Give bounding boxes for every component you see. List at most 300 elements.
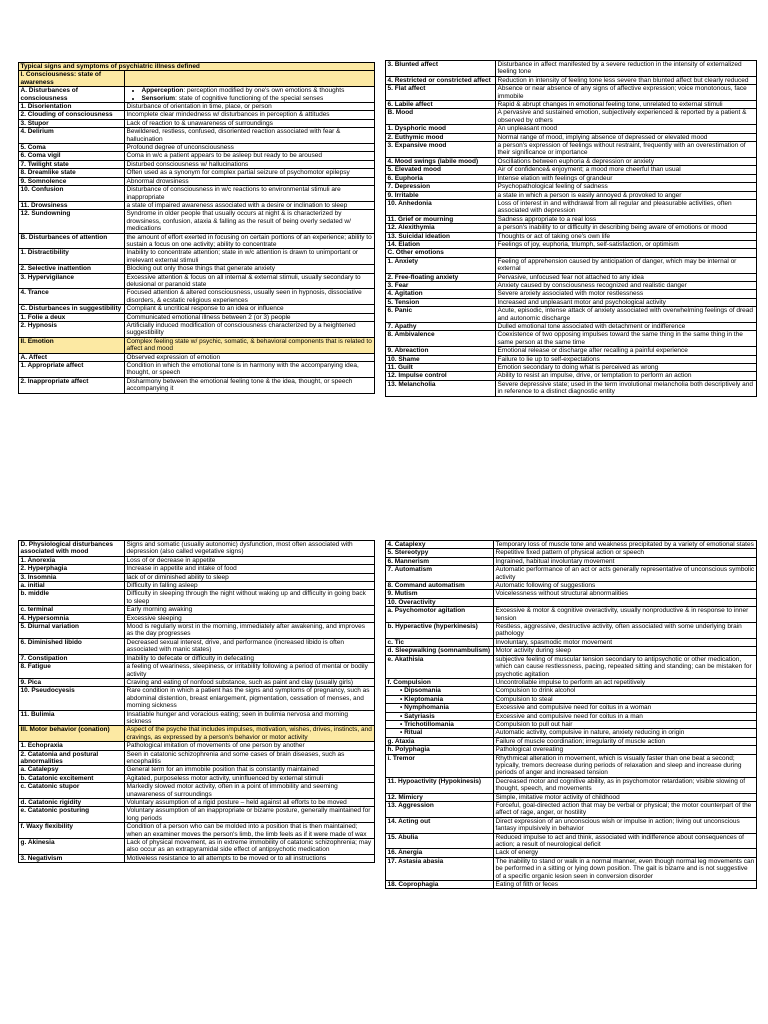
term-cell: e. Akathisia	[386, 655, 494, 678]
table-row	[386, 249, 757, 257]
definition-cell: A pervasive and sustained emotion, subjectively experienced & reported by a patient & observed by others	[496, 109, 757, 125]
table-row	[386, 720, 757, 728]
term-cell: 10. Pseudocyesis	[19, 687, 125, 710]
definition-cell: Decreased sexual interest, drive, and performance (increased libido is often associated with manic states)	[125, 638, 375, 654]
term-cell: i. Tremor	[386, 754, 494, 777]
definition-cell: Reduced impulse to act and think, associated with indifference about consequences of action; a result of neurological deficit	[494, 833, 757, 849]
definition-cell: Compulsion to drink alcohol	[494, 687, 757, 695]
definition-cell: Excessive and compulsive need for coitus in a woman	[494, 704, 757, 712]
term-cell: 6. Mannerism	[386, 557, 494, 565]
definition-cell: The inability to stand or walk in a normal manner, even though normal leg movements can be performed in a sitting or lying down position. The gait is bizarre and is not suggestive of a specific organic lesion seen in conversion disorder	[494, 857, 757, 880]
table-row	[386, 549, 757, 557]
table-row	[19, 201, 375, 209]
table-row	[19, 541, 375, 557]
definition-cell: Inability to defecate or difficulty in defecating	[125, 654, 375, 662]
table-row	[386, 678, 757, 686]
term-cell: 15. Abulia	[386, 833, 494, 849]
table-row	[386, 712, 757, 720]
sensorium-text: : state of cognitive functioning of the special senses	[175, 94, 324, 102]
table-row	[386, 109, 757, 125]
definition-cell: Disturbance of orientation in time, place, or person	[125, 103, 375, 111]
table-row	[386, 281, 757, 289]
table-row	[19, 839, 375, 855]
table-row	[386, 541, 757, 549]
term-cell: Typical signs and symptoms of psychiatric illness defined	[19, 63, 375, 71]
term-cell: 1. Appropriate affect	[19, 362, 125, 378]
definition-cell: Inability to concentrate attention; state in w/c attention is drawn to unimportant or irrelevant external stimuli	[125, 249, 375, 265]
term-cell: 1. Anxiety	[386, 257, 496, 273]
definition-cell: Ability to resist an impulse, drive, or temptation to perform an action	[496, 372, 757, 380]
term-cell: 4. Restricted or constricted affect	[386, 76, 496, 84]
term-cell: 5. Diurnal variation	[19, 623, 125, 639]
term-cell: 4. Mood swings (labile mood)	[386, 157, 496, 165]
table-row	[19, 710, 375, 726]
term-cell: 4. Trance	[19, 289, 125, 305]
table-row	[19, 322, 375, 338]
term-cell: 3. Blunted affect	[386, 61, 496, 77]
table-row	[386, 125, 757, 133]
term-cell: 7. Twilight state	[19, 160, 125, 168]
definition-cell: Acute, episodic, intense attack of anxiety associated with overwhelming feelings of dread and autonomic discharge	[496, 307, 757, 323]
table-row	[19, 750, 375, 766]
table-row	[19, 313, 375, 321]
term-cell: C. Other emotions	[386, 249, 496, 257]
definition-cell: the amount of effort exerted in focusing on certain portions of an experience; ability to sustain a focus on one activity; ability to concentrate	[125, 233, 375, 249]
definition-cell: Compulsion to steal	[494, 695, 757, 703]
term-cell: 4. Cataplexy	[386, 541, 494, 549]
term-cell: 2. Catatonia and postural abnormalities	[19, 750, 125, 766]
table-row	[386, 257, 757, 273]
table-row	[386, 729, 757, 737]
definition-cell: Incomplete clear mindedness w/ disturbances in perception & attitudes	[125, 111, 375, 119]
table-row	[19, 160, 375, 168]
definition-cell: Automatic following of suggestions	[494, 582, 757, 590]
term-cell: c. Catatonic stupor	[19, 783, 125, 799]
table-row	[19, 823, 375, 839]
definition-cell: Rapid & abrupt changes in emotional feeling tone, unrelated to external stimuli	[496, 101, 757, 109]
definition-cell: Air of confidence& enjoyment; a mood more cheerful than usual	[496, 166, 757, 174]
term-cell: 7. Depression	[386, 183, 496, 191]
term-cell: a. Catalepsy	[19, 766, 125, 774]
table-row	[19, 210, 375, 233]
definition-cell: Difficulty in falling asleep	[125, 582, 375, 590]
definition-cell: Absence or near absence of any signs of affective expression; voice monotonous, face immobile	[496, 85, 757, 101]
term-cell: 3. Negativism	[19, 854, 125, 862]
definition-cell: Increased and unpleasant motor and psychological activity	[496, 298, 757, 306]
table-row	[386, 754, 757, 777]
term-cell: 9. Mutism	[386, 590, 494, 598]
term-cell: g. Akinesia	[19, 839, 125, 855]
table-row	[19, 854, 375, 862]
definition-cell: Forceful, goal-directed action that may be verbal or physical; the motor counterpart of the affect of rage, anger, or hostility	[494, 802, 757, 818]
table-row	[19, 687, 375, 710]
definition-cell	[125, 71, 375, 87]
term-cell: 1. Anorexia	[19, 556, 125, 564]
term-cell: 13. Suicidal ideation	[386, 232, 496, 240]
table-row	[386, 372, 757, 380]
term-cell: c. Tic	[386, 638, 494, 646]
definition-cell: Uncontrollable impulse to perform an act repetitively	[494, 678, 757, 686]
table-row	[386, 704, 757, 712]
table-row	[19, 377, 375, 393]
definition-cell: Voluntary assumption of a rigid posture – held against all efforts to be moved	[125, 799, 375, 807]
definition-cell: Voicelessness without structural abnormalities	[494, 590, 757, 598]
table-row	[19, 152, 375, 160]
term-cell: 7. Constipation	[19, 654, 125, 662]
definition-cell: Coexistence of two opposing impulses toward the same thing in the same thing in the same person at the same time	[496, 331, 757, 347]
term-cell: 14. Elation	[386, 240, 496, 248]
table-row	[386, 857, 757, 880]
definition-cell: An unpleasant mood	[496, 125, 757, 133]
definition-cell: Direct expression of an unconscious wish or impulse in action; living out unconscious fantasy impulsively in behavior	[494, 817, 757, 833]
table-row	[386, 199, 757, 215]
table-row	[19, 565, 375, 573]
definition-cell: Oscillations between euphoria & depression or anxiety	[496, 157, 757, 165]
definition-cell: Feeling of apprehension caused by anticipation of danger, which may be internal or external	[496, 257, 757, 273]
table-row	[386, 142, 757, 158]
table-row	[19, 742, 375, 750]
table-row	[19, 63, 375, 71]
definition-cell: Communicated emotional illness between 2 (or 3) people	[125, 313, 375, 321]
table-row	[386, 298, 757, 306]
table-row	[386, 191, 757, 199]
definition-cell: a state of impaired awareness associated with a desire or inclination to sleep	[125, 201, 375, 209]
table-row	[386, 290, 757, 298]
definition-cell: Automatic performance of an act or acts generally representative of unconscious symbolic activity	[494, 566, 757, 582]
table-row	[386, 638, 757, 646]
term-cell: 3. Stupor	[19, 119, 125, 127]
term-cell: 11. Hypoactivity (Hypokinesis)	[386, 777, 494, 793]
term-cell: 5. Flat affect	[386, 85, 496, 101]
apperception-term: Apperception	[141, 87, 184, 95]
definition-cell: Abnormal drowsiness	[125, 177, 375, 185]
term-cell: 14. Acting out	[386, 817, 494, 833]
table-row	[386, 364, 757, 372]
definition-cell: Disturbed consciousness w/ hallucinations	[125, 160, 375, 168]
definition-cell: Lack of reaction to & unawareness of surroundings	[125, 119, 375, 127]
term-cell: g. Ataxia	[386, 737, 494, 745]
term-cell: 11. Guilt	[386, 364, 496, 372]
table-row	[19, 726, 375, 742]
definition-cell: Disharmony between the emotional feeling tone & the idea, thought, or speech accompanying it	[125, 377, 375, 393]
term-cell: 2. Euthymic mood	[386, 133, 496, 141]
definition-cell: a person's expression of feelings without restraint, frequently with an overestimation of their significance or importance	[496, 142, 757, 158]
term-cell: II. Emotion	[19, 337, 125, 353]
table-row	[386, 355, 757, 363]
table-row	[19, 289, 375, 305]
definition-cell: Dulled emotional tone associated with detachment or indifference	[496, 323, 757, 331]
panel-motor-behavior	[385, 540, 757, 889]
term-cell: 12. Impulse control	[386, 372, 496, 380]
definition-cell: Restless, aggressive, destructive activity, often associated with some underlying brain pathology	[494, 623, 757, 639]
table-row	[19, 177, 375, 185]
table-row	[386, 232, 757, 240]
term-cell: 4. Hypersomnia	[19, 614, 125, 622]
definitions-table	[18, 540, 375, 863]
table-row	[19, 654, 375, 662]
apperception-item	[142, 87, 373, 94]
table-row	[386, 737, 757, 745]
definition-cell: Simple, imitative motor activity of childhood	[494, 793, 757, 801]
term-cell: 9. Abreaction	[386, 347, 496, 355]
term-cell: 10. Anhedonia	[386, 199, 496, 215]
table-row	[19, 362, 375, 378]
definition-cell: Pathological imitation of movements of one person by another	[125, 742, 375, 750]
table-row	[19, 119, 375, 127]
definition-cell: Intense elation with feelings of grandeur	[496, 174, 757, 182]
term-cell: 1. Echopraxia	[19, 742, 125, 750]
definition-cell: Compliant & uncritical response to an idea or influence	[125, 305, 375, 313]
table-row	[386, 687, 757, 695]
table-row	[386, 380, 757, 396]
definitions-table	[18, 62, 375, 394]
definitions-table	[385, 60, 757, 397]
definition-cell: Profound degree of unconsciousness	[125, 144, 375, 152]
term-cell: C. Disturbances in suggestibility	[19, 305, 125, 313]
term-cell: 1. Dysphoric mood	[386, 125, 496, 133]
term-cell: 18. Coprophagia	[386, 881, 494, 889]
table-row	[19, 249, 375, 265]
term-cell: 2. Free-floating anxiety	[386, 273, 496, 281]
table-row	[386, 347, 757, 355]
table-row	[386, 215, 757, 223]
definition-cell: Loss of or decrease in appetite	[125, 556, 375, 564]
term-cell: • Dipsomania	[386, 687, 494, 695]
term-cell: d. Catatonic rigidity	[19, 799, 125, 807]
table-row	[386, 607, 757, 623]
table-row	[19, 128, 375, 144]
definition-cell: Artificially induced modification of consciousness characterized by a heightened suggestibility	[125, 322, 375, 338]
term-cell: 6. Diminished libido	[19, 638, 125, 654]
term-cell: A. Disturbances of consciousness	[19, 87, 125, 103]
term-cell: 6. Labile affect	[386, 101, 496, 109]
term-cell: B. Disturbances of attention	[19, 233, 125, 249]
term-cell: 9. Irritable	[386, 191, 496, 199]
table-row	[19, 623, 375, 639]
table-row	[19, 807, 375, 823]
definition-cell: Excessive sleeping	[125, 614, 375, 622]
definition-cell: Reduction in intensity of feeling tone less severe than blunted affect but clearly reduced	[496, 76, 757, 84]
definition-cell: Severe anxiety associated with motor restlessness	[496, 290, 757, 298]
definition-cell: Repetitive fixed pattern of physical action or speech	[494, 549, 757, 557]
table-row	[19, 353, 375, 361]
table-row	[386, 833, 757, 849]
table-row	[386, 623, 757, 639]
table-row	[19, 186, 375, 202]
term-cell: 8. Dreamlike state	[19, 169, 125, 177]
table-row	[386, 85, 757, 101]
definition-cell: Excessive & motor & cognitive overactivity, usually nonproductive & in response to inner tension	[494, 607, 757, 623]
term-cell: 13. Melancholia	[386, 380, 496, 396]
term-cell: B. Mood	[386, 109, 496, 125]
term-cell: 17. Astasia abasia	[386, 857, 494, 880]
table-row	[386, 566, 757, 582]
definition-cell: Coma in w/c a patient appears to be asleep but ready to be aroused	[125, 152, 375, 160]
table-row	[19, 144, 375, 152]
term-cell: f. Waxy flexibility	[19, 823, 125, 839]
table-row	[19, 766, 375, 774]
table-row	[386, 746, 757, 754]
definition-cell: subjective feeling of muscular tension secondary to antipsychotic or other medication, which can cause restlessness, pacing, repeated sitting and standing; can be mistaken for psychotic agitation	[494, 655, 757, 678]
table-row	[19, 606, 375, 614]
term-cell: 8. Fatigue	[19, 663, 125, 679]
term-cell: 5. Tension	[386, 298, 496, 306]
definition-cell: Loss of interest in and withdrawal from all regular and pleasurable activities, often associated with depression	[496, 199, 757, 215]
term-cell: 2. Selective inattention	[19, 265, 125, 273]
term-cell: b. middle	[19, 590, 125, 606]
table-row	[386, 881, 757, 889]
definition-cell	[125, 87, 375, 103]
term-cell: 6. Euphoria	[386, 174, 496, 182]
table-row	[386, 174, 757, 182]
definition-cell: Craving and eating of nonfood substance, such as paint and clay (usually girls)	[125, 678, 375, 686]
table-row	[386, 590, 757, 598]
definition-cell: Condition of a person who can be molded into a position that is then maintained; when an examiner moves the person's limb, the limb feels as if it were made of wax	[125, 823, 375, 839]
table-row	[386, 331, 757, 347]
definition-cell: Rhythmical alteration in movement, which is visually faster than one beat a second; typically, tremors decrease during periods of relaxation and sleep and increase during periods of anger and increased tension	[494, 754, 757, 777]
table-row	[386, 582, 757, 590]
definition-cell: Eating of filth or feces	[494, 881, 757, 889]
table-row	[386, 557, 757, 565]
definition-cell: Feelings of joy, euphoria, triumph, self-satisfaction, or optimism	[496, 240, 757, 248]
definition-cell: Blocking out only those things that generate anxiety	[125, 265, 375, 273]
term-cell: 7. Apathy	[386, 323, 496, 331]
table-row	[386, 695, 757, 703]
term-cell: 10. Shame	[386, 355, 496, 363]
term-cell: • Kleptomania	[386, 695, 494, 703]
definition-cell: Normal range of mood, implying absence of depressed or elevated mood	[496, 133, 757, 141]
term-cell: 2. Hyperphagia	[19, 565, 125, 573]
definition-cell: Pervasive, unfocused fear not attached to any idea	[496, 273, 757, 281]
definition-cell: Seen in catatonic schizophrenia and some cases of brain diseases, such as encephalitis	[125, 750, 375, 766]
definition-cell	[494, 598, 757, 606]
term-cell: 11. Bulimia	[19, 710, 125, 726]
term-cell: 1. Disorientation	[19, 103, 125, 111]
table-row	[386, 76, 757, 84]
definition-cell: Emotion secondary to doing what is perceived as wrong	[496, 364, 757, 372]
table-row	[386, 598, 757, 606]
definition-cell: a person's inability to or difficulty in describing being aware of emotions or mood	[496, 224, 757, 232]
term-cell: 6. Coma vigil	[19, 152, 125, 160]
table-row	[19, 71, 375, 87]
definition-cell: Difficulty in sleeping through the night without waking up and difficulty in going back to sleep	[125, 590, 375, 606]
definition-cell: Anxiety caused by consciousness recognized and realistic danger	[496, 281, 757, 289]
table-row	[386, 777, 757, 793]
definition-cell: Focused attention & altered consciousness, usually seen in hypnosis, dissociative disorders, & ecstatic religious experiences	[125, 289, 375, 305]
table-row	[386, 133, 757, 141]
definition-cell: Motor activity during sleep	[494, 647, 757, 655]
table-row	[386, 61, 757, 77]
term-cell: b. Hyperactive (hyperkinesis)	[386, 623, 494, 639]
term-cell: 5. Coma	[19, 144, 125, 152]
term-cell: 2. Hypnosis	[19, 322, 125, 338]
table-row	[386, 101, 757, 109]
term-cell: f. Compulsion	[386, 678, 494, 686]
term-cell: a. Psychomotor agitation	[386, 607, 494, 623]
table-row	[386, 240, 757, 248]
definition-cell: Emotional release or discharge after recalling a painful experience	[496, 347, 757, 355]
term-cell: A. Affect	[19, 353, 125, 361]
definition-cell: Insatiable hunger and voracious eating; seen in bulimia nervosa and morning sickness	[125, 710, 375, 726]
term-cell: • Ritual	[386, 729, 494, 737]
definition-cell: Compulsion to pull out hair	[494, 720, 757, 728]
definitions-table	[385, 540, 757, 889]
table-row	[19, 233, 375, 249]
table-row	[386, 183, 757, 191]
definition-cell: Sadness appropriate to a real loss	[496, 215, 757, 223]
definition-cell: Early morning awaking	[125, 606, 375, 614]
table-row	[19, 774, 375, 782]
term-cell: b. Catatonic excitement	[19, 774, 125, 782]
term-cell: 8. Command automatism	[386, 582, 494, 590]
definition-cell: Temporary loss of muscle tone and weakness precipitated by a variety of emotional states	[494, 541, 757, 549]
table-row	[19, 111, 375, 119]
definition-cell: Excessive and compulsive need for coitus in a man	[494, 712, 757, 720]
definition-cell: Complex feeling state w/ psychic, somatic, & behavioral components that is related to affect and mood	[125, 337, 375, 353]
table-row	[19, 582, 375, 590]
table-row	[19, 87, 375, 103]
definition-cell: Condition in which the emotional tone is in harmony with the accompanying idea, thought, or speech	[125, 362, 375, 378]
table-row	[386, 655, 757, 678]
table-row	[386, 273, 757, 281]
definition-cell: Often used as a synonym for complex partial seizure of psychomotor epilepsy	[125, 169, 375, 177]
term-cell: a. initial	[19, 582, 125, 590]
term-cell: 3. Hypervigilance	[19, 273, 125, 289]
term-cell: 9. Pica	[19, 678, 125, 686]
table-row	[386, 817, 757, 833]
definition-cell: Automatic activity, compulsive in nature, anxiety reducing in origin	[494, 729, 757, 737]
term-cell: 4. Agitation	[386, 290, 496, 298]
definition-cell: a state in which a person is easily annoyed & provoked to anger	[496, 191, 757, 199]
table-row	[386, 647, 757, 655]
term-cell: 5. Stereotypy	[386, 549, 494, 557]
term-cell: 16. Anergia	[386, 849, 494, 857]
table-row	[19, 103, 375, 111]
definition-cell: Signs and somatic (usually autonomic) dysfunction, most often associated with depression (also called vegetative signs)	[125, 541, 375, 557]
term-cell: I. Consciousness: state of awareness	[19, 71, 125, 87]
table-row	[386, 793, 757, 801]
definition-cell: Markedly slowed motor activity, often in a point of immobility and seeming unawareness of surroundings	[125, 783, 375, 799]
apperception-text: : perception modified by one's own emotions & thoughts	[183, 87, 345, 95]
table-row	[386, 307, 757, 323]
term-cell: 3. Insomnia	[19, 573, 125, 581]
definition-cell: Mood is regularly worst in the morning, immediately after awakening, and improves as the day progresses	[125, 623, 375, 639]
table-row	[19, 556, 375, 564]
definition-cell: Motiveless resistance to all attempts to be moved or to all instructions	[125, 854, 375, 862]
definition-cell: Psychopathological feeling of sadness	[496, 183, 757, 191]
definition-cell: Thoughts or act of taking one's own life	[496, 232, 757, 240]
table-row	[19, 273, 375, 289]
table-row	[386, 224, 757, 232]
term-cell: e. Catatonic posturing	[19, 807, 125, 823]
definition-cell: Lack of energy	[494, 849, 757, 857]
table-row	[19, 265, 375, 273]
term-cell: 9. Somnolence	[19, 177, 125, 185]
term-cell: 3. Fear	[386, 281, 496, 289]
definition-cell: Bewildered, restless, confused, disoriented reaction associated with fear & hallucination	[125, 128, 375, 144]
definition-cell: Observed expression of emotion	[125, 353, 375, 361]
panel-affect-mood	[385, 60, 757, 397]
table-row	[386, 166, 757, 174]
term-cell: 11. Drowsiness	[19, 201, 125, 209]
definition-cell: Agitated, purposeless motor activity, uninfluenced by external stimuli	[125, 774, 375, 782]
term-cell: 7. Automatism	[386, 566, 494, 582]
definition-cell: Voluntary assumption of an inappropriate or bizarre posture, generally maintained for long periods	[125, 807, 375, 823]
table-row	[19, 590, 375, 606]
table-row	[386, 323, 757, 331]
term-cell: 11. Grief or mourning	[386, 215, 496, 223]
table-row	[386, 849, 757, 857]
